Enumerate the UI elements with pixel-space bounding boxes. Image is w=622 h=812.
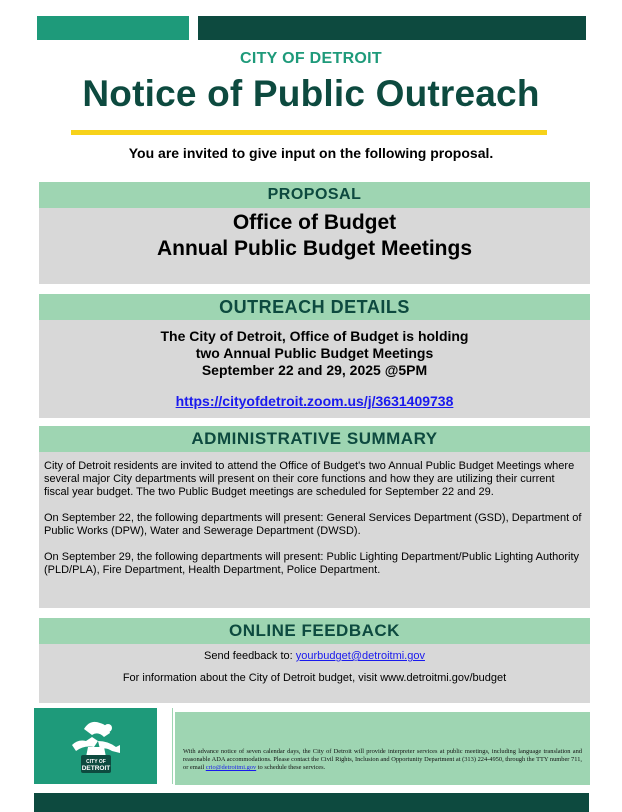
outreach-details	[39, 328, 590, 379]
logo-text-line2: DETROIT	[81, 765, 110, 772]
proposal-title	[39, 210, 590, 262]
summary-heading: ADMINISTRATIVE SUMMARY	[39, 426, 590, 452]
city-logo	[34, 708, 157, 784]
header-accent-bar-left	[37, 16, 189, 40]
header-accent-bar-right	[198, 16, 586, 40]
accessibility-notice	[175, 712, 590, 785]
summary-panel	[39, 426, 590, 608]
spirit-of-detroit-icon	[64, 715, 128, 777]
proposal-panel	[39, 182, 590, 284]
page-title: Notice of Public Outreach	[82, 73, 540, 114]
outreach-line3: September 22 and 29, 2025 @5PM	[201, 362, 428, 378]
accessibility-notice-text: With advance notice of seven calendar days, the City of Detroit will provide interpreter services at public meetings, including language translation and reasonable ADA accommodations. Please contact the Civil Rights, Inclusion and Opportunity Department at (313) 224-4950, through the TTY number 711, or email	[183, 748, 582, 771]
summary-paragraph-3: On September 29, the following departments will present: Public Lighting Department/Public Lighting Authority (PLD/PLA), Fire Department, Health Department, Police Department.	[44, 551, 580, 576]
proposal-title-line1: Office of Budget	[232, 211, 397, 234]
feedback-send-label: Send feedback to:	[204, 650, 293, 662]
outreach-line1: The City of Detroit, Office of Budget is holding	[160, 328, 469, 344]
footer-accent-bar	[34, 793, 589, 812]
zoom-meeting-link[interactable]: https://cityofdetroit.zoom.us/j/3631409738	[175, 393, 454, 409]
feedback-send-line	[39, 650, 590, 662]
summary-paragraph-2: On September 22, the following departments will present: General Services Department (GSD), Department of Public Works (DPW), Water and Sewerage Department (DWSD).	[44, 512, 582, 537]
feedback-heading: ONLINE FEEDBACK	[39, 618, 590, 644]
outreach-heading: OUTREACH DETAILS	[39, 294, 590, 320]
summary-body	[39, 452, 590, 577]
feedback-info-text: For information about the City of Detroit budget, visit www.detroitmi.gov/budget	[122, 672, 507, 684]
outreach-line2: two Annual Public Budget Meetings	[195, 345, 434, 361]
footer-divider	[172, 708, 173, 784]
logo-text-line1: CITY OF	[85, 759, 106, 765]
summary-paragraph-1: City of Detroit residents are invited to attend the Office of Budget's two Annual Public Budget Meetings where several major City departments will present on their core functions and how they are utilizing their current fiscal year budget. The two Public Budget meetings are scheduled for September 22 and 29.	[44, 460, 575, 498]
outreach-panel	[39, 294, 590, 418]
invite-text: You are invited to give input on the following proposal.	[128, 145, 494, 161]
feedback-email-link[interactable]: yourbudget@detroitmi.gov	[295, 650, 425, 662]
title-underline	[71, 130, 547, 135]
city-label: CITY OF DETROIT	[240, 50, 382, 67]
proposal-heading: PROPOSAL	[39, 182, 590, 208]
accessibility-notice-text-end: to schedule these services.	[257, 764, 326, 771]
feedback-panel	[39, 618, 590, 703]
proposal-title-line2: Annual Public Budget Meetings	[156, 237, 472, 260]
crio-email-link[interactable]: crio@detroitmi.gov	[205, 764, 257, 771]
